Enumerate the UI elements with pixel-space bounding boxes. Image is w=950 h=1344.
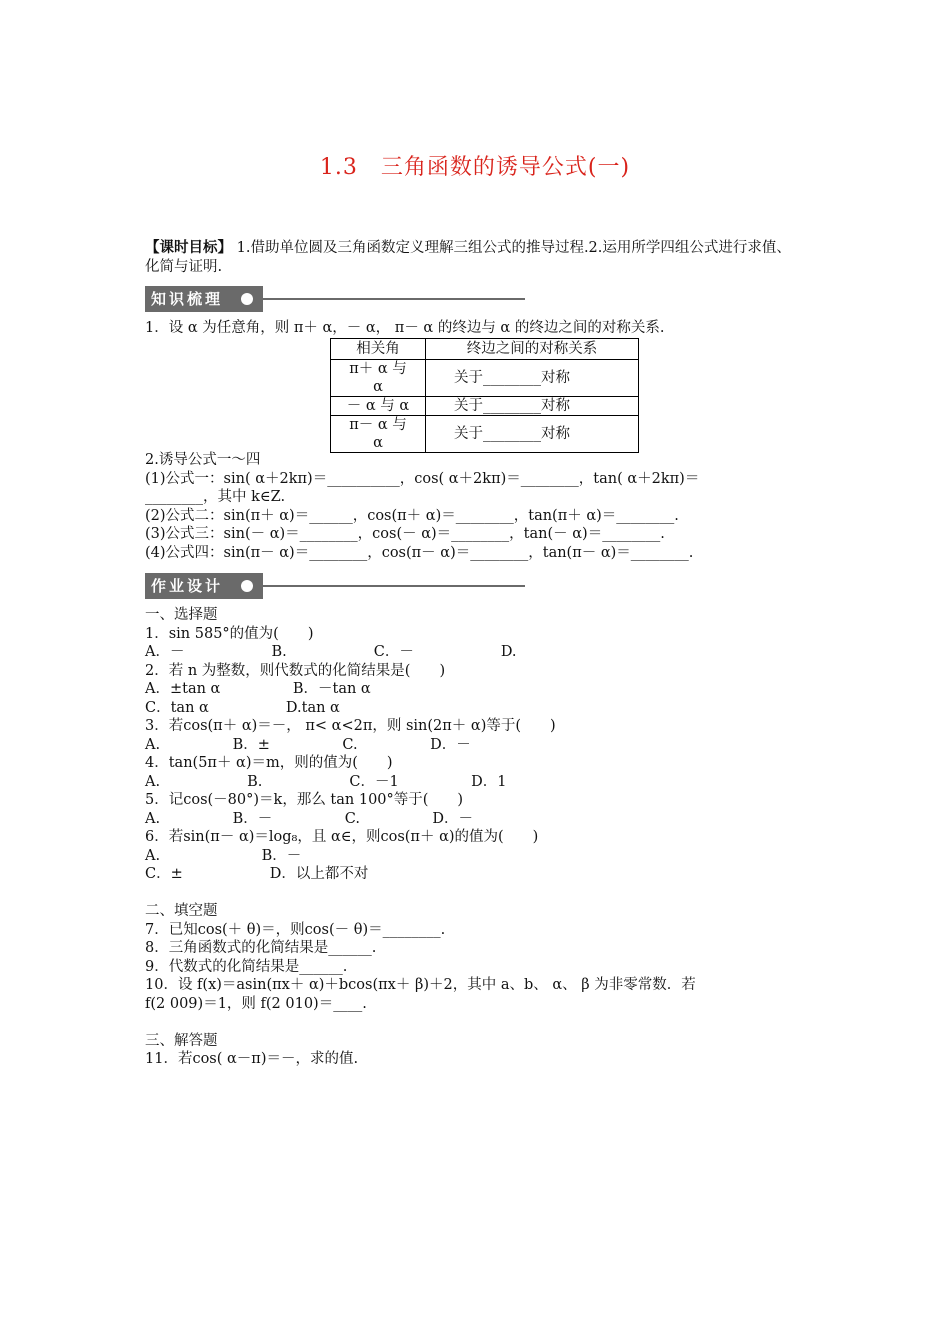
formula-line: 2.诱导公式一～四	[145, 452, 261, 468]
question-1-intro: 1．设 α 为任意角，则 π＋ α，－ α， π－ α 的终边与 α 的终边之间的对称关系.	[145, 320, 665, 336]
table-header-cell: 相关角	[331, 339, 426, 360]
circle-bullet-icon	[241, 580, 253, 592]
exercise-line: 7．已知cos(＋ θ)＝，则cos(－ θ)＝________.	[145, 921, 446, 938]
exercise-line: 4．tan(5π＋ α)＝m，则的值为( )	[145, 755, 393, 771]
circle-bullet-icon	[241, 293, 253, 305]
section-label: 作业设计	[145, 573, 263, 599]
exercise-line: 5．记cos(－80°)＝k，那么 tan 100°等于( )	[145, 792, 464, 808]
exercise-line: 三、解答题	[145, 1032, 218, 1049]
exercise-line: 8．三角函数式的化简结果是______.	[145, 940, 377, 956]
exercise-line: 二、填空题	[145, 903, 218, 919]
exercise-line: 9．代数式的化简结果是______.	[145, 958, 348, 975]
page-title: 1.3 三角函数的诱导公式(一)	[319, 155, 631, 180]
goal-text: 1.借助单位圆及三角函数定义理解三组公式的推导过程.2.运用所学四组公式进行求值、化简与证明.	[145, 240, 791, 275]
table-row	[331, 416, 639, 453]
exercise-line: A．－ B. C．－ D.	[145, 644, 517, 660]
table-row	[331, 397, 639, 416]
relation-cell: 关于________对称	[426, 416, 639, 453]
formula-line: (3)公式三：sin(－ α)＝________，cos(－ α)＝________，tan(－ α)＝________.	[145, 526, 665, 542]
goal-tag: 【课时目标】	[145, 239, 232, 256]
exercise-line: C．tan α D.tan α	[145, 699, 340, 716]
exercise-line: 10．设 f(x)＝asin(πx＋ α)＋bcos(πx＋ β)＋2，其中 a、b、 α、 β 为非零常数．若	[145, 977, 696, 993]
exercise-block	[145, 606, 805, 1069]
exercise-line: 11．若cos( α－π)＝－，求的值.	[145, 1051, 359, 1067]
exercise-line: A. B．－	[145, 847, 302, 864]
formula-line: (4)公式四：sin(π－ α)＝________，cos(π－ α)＝________，tan(π－ α)＝________.	[145, 544, 694, 561]
section-label: 知识梳理	[145, 286, 263, 312]
exercise-line: 一、选择题	[145, 607, 218, 623]
angle-cell: － α 与 α	[331, 397, 426, 416]
section-header-homework	[145, 573, 525, 599]
exercise-line: 6．若sin(π－ α)＝log₈，且 α∈，则cos(π＋ α)的值为( )	[145, 829, 539, 845]
exercise-line: f(2 009)＝1，则 f(2 010)＝____.	[145, 995, 367, 1012]
formula-block	[145, 451, 805, 562]
angle-cell: π－ α 与 α	[331, 416, 426, 453]
formula-line: ________，其中 k∈Z.	[145, 489, 286, 505]
exercise-line: 1．sin 585°的值为( )	[145, 625, 314, 642]
relation-cell: 关于________对称	[426, 360, 639, 397]
exercise-line: A. B. C．－1 D．1	[145, 773, 507, 790]
table-header-cell: 终边之间的对称关系	[426, 339, 639, 360]
formula-line: (1)公式一：sin( α＋2kπ)＝__________，cos( α＋2kπ)＝________，tan( α＋2kπ)＝	[145, 470, 700, 487]
section-rule	[263, 298, 525, 300]
lesson-goal	[145, 238, 805, 277]
exercise-line: A．±tan α B．－tan α	[145, 681, 371, 697]
section-header-knowledge	[145, 286, 525, 312]
relation-cell: 关于________对称	[426, 397, 639, 416]
exercise-line: A. B．± C. D．－	[145, 736, 471, 753]
table-header-row	[331, 339, 639, 360]
formula-line: (2)公式二：sin(π＋ α)＝______，cos(π＋ α)＝________，tan(π＋ α)＝________.	[145, 507, 679, 524]
angle-cell: π＋ α 与 α	[331, 360, 426, 397]
symmetry-table	[330, 338, 639, 453]
exercise-line	[145, 884, 805, 903]
exercise-line	[145, 1013, 805, 1032]
exercise-line: 3．若cos(π＋ α)＝－， π< α<2π，则 sin(2π＋ α)等于( )	[145, 718, 556, 734]
section-rule	[263, 585, 525, 587]
exercise-line: A. B．－ C. D．－	[145, 810, 474, 827]
exercise-line: 2．若 n 为整数，则代数式的化简结果是( )	[145, 662, 446, 679]
table-row	[331, 360, 639, 397]
exercise-line: C．± D．以上都不对	[145, 866, 369, 882]
